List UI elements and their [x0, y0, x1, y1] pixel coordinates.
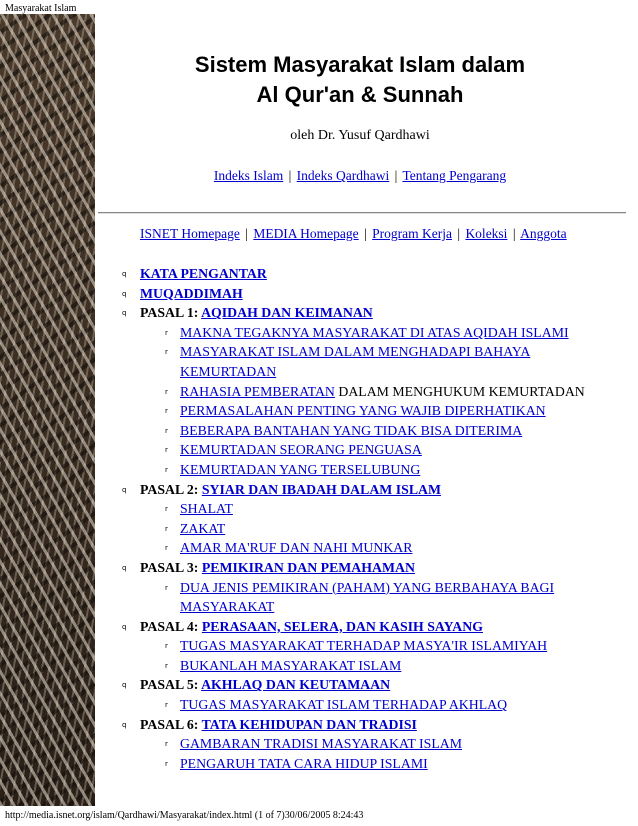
- toc-subitem: [120, 440, 630, 460]
- link-koleksi[interactable]: Koleksi: [465, 226, 508, 241]
- bullet-icon: r: [165, 544, 168, 553]
- link-chapter-5[interactable]: AKHLAQ DAN KEUTAMAAN: [201, 677, 391, 693]
- link-subitem[interactable]: AMAR MA'RUF DAN NAHI MUNKAR: [180, 540, 413, 556]
- bullet-icon: q: [122, 720, 127, 729]
- bullet-icon: r: [165, 407, 168, 416]
- bullet-icon: q: [122, 622, 127, 631]
- bullet-icon: r: [165, 465, 168, 474]
- toc-subitem: [120, 382, 630, 402]
- link-subitem[interactable]: ZAKAT: [180, 520, 226, 536]
- separator: |: [364, 226, 367, 241]
- bullet-icon: r: [165, 740, 168, 749]
- table-of-contents: [120, 264, 630, 773]
- decorative-sidebar-texture: [0, 14, 95, 806]
- link-subitem[interactable]: PERMASALAHAN PENTING YANG WAJIB DIPERHATIKAN: [180, 403, 546, 419]
- toc-subitem: [120, 656, 630, 676]
- link-subitem[interactable]: TUGAS MASYARAKAT ISLAM TERHADAP AKHLAQ: [180, 697, 508, 713]
- toc-subitem: [120, 323, 630, 343]
- site-nav: [140, 226, 620, 242]
- link-subitem[interactable]: BEBERAPA BANTAHAN YANG TIDAK BISA DITERIMA: [180, 422, 523, 438]
- link-subitem[interactable]: TUGAS MASYARAKAT TERHADAP MASYA'IR ISLAMIYAH: [180, 638, 548, 654]
- chapter-prefix: PASAL 3:: [140, 559, 202, 575]
- toc-chapter: [120, 303, 630, 323]
- link-subitem[interactable]: PENGARUH TATA CARA HIDUP ISLAMI: [180, 755, 428, 771]
- link-subitem[interactable]: KEMURTADAN: [180, 363, 277, 379]
- page-title-line1: Sistem Masyarakat Islam dalam: [194, 52, 526, 77]
- window-title: Masyarakat Islam: [5, 3, 77, 14]
- bullet-icon: q: [122, 270, 127, 278]
- link-media-homepage[interactable]: MEDIA Homepage: [253, 226, 359, 241]
- link-chapter-4[interactable]: PERASAAN, SELERA, DAN KASIH SAYANG: [201, 618, 483, 634]
- toc-chapter: [120, 675, 630, 695]
- author-line: oleh Dr. Yusuf Qardhawi: [290, 128, 430, 143]
- toc-subitem: [120, 421, 630, 441]
- bullet-icon: r: [165, 642, 168, 651]
- chapter-prefix: PASAL 1:: [140, 305, 202, 321]
- toc-subitem: [120, 754, 630, 774]
- link-chapter-2[interactable]: SYIAR DAN IBADAH DALAM ISLAM: [201, 481, 442, 497]
- bullet-icon: r: [165, 701, 168, 710]
- chapter-prefix: PASAL 6:: [140, 716, 202, 732]
- footer-url: http://media.isnet.org/islam/Qardhawi/Masyarakat/index.html (1 of 7)30/06/2005 8:24:43: [5, 810, 364, 821]
- bullet-icon: r: [165, 348, 168, 357]
- toc-subitem: [120, 636, 630, 656]
- horizontal-divider: [98, 212, 626, 214]
- link-kata-pengantar[interactable]: KATA PENGANTAR: [140, 266, 267, 281]
- top-links: [150, 168, 570, 184]
- link-program-kerja[interactable]: Program Kerja: [372, 226, 452, 241]
- bullet-icon: r: [165, 505, 168, 514]
- page-title: [150, 50, 570, 110]
- bullet-icon: r: [165, 387, 168, 396]
- toc-chapter: [120, 558, 630, 578]
- toc-chapter: [120, 617, 630, 637]
- bullet-icon: q: [122, 563, 127, 572]
- link-anggota[interactable]: Anggota: [520, 226, 567, 241]
- link-indeks-qardhawi[interactable]: Indeks Qardhawi: [296, 168, 390, 183]
- bullet-icon: r: [165, 328, 168, 337]
- chapter-prefix: PASAL 5:: [140, 677, 202, 693]
- bullet-icon: q: [122, 289, 127, 298]
- chapter-prefix: PASAL 2:: [140, 481, 202, 497]
- page-title-line2: Al Qur'an & Sunnah: [256, 82, 464, 107]
- separator: |: [288, 168, 292, 183]
- toc-subitem: [120, 578, 630, 598]
- toc-subitem: [120, 401, 630, 421]
- bullet-icon: r: [165, 583, 168, 592]
- link-subitem[interactable]: DUA JENIS PEMIKIRAN (PAHAM) YANG BERBAHAYA BAGI: [180, 579, 555, 595]
- separator: |: [245, 226, 248, 241]
- bullet-icon: q: [122, 681, 127, 690]
- toc-chapter: [120, 715, 630, 735]
- toc-chapter: [120, 480, 630, 500]
- bullet-icon: r: [165, 759, 168, 768]
- link-chapter-3[interactable]: PEMIKIRAN DAN PEMAHAMAN: [201, 559, 415, 575]
- separator: |: [512, 226, 516, 241]
- toc-subitem: [120, 499, 630, 519]
- toc-subitem-continuation: [120, 597, 630, 617]
- link-indeks-islam[interactable]: Indeks Islam: [213, 168, 284, 183]
- link-tentang-pengarang[interactable]: Tentang Pengarang: [402, 168, 507, 183]
- toc-item: [120, 284, 630, 304]
- toc-subitem-continuation: [120, 362, 630, 382]
- bullet-icon: q: [122, 485, 127, 494]
- link-muqaddimah[interactable]: MUQADDIMAH: [140, 285, 243, 301]
- link-subitem[interactable]: BUKANLAH MASYARAKAT ISLAM: [180, 657, 402, 673]
- link-subitem[interactable]: MASYARAKAT: [180, 599, 275, 615]
- toc-subitem: [120, 460, 630, 480]
- link-subitem[interactable]: MAKNA TEGAKNYA MASYARAKAT DI ATAS AQIDAH ISLAMI: [180, 324, 569, 340]
- link-chapter-1[interactable]: AQIDAH DAN KEIMANAN: [201, 305, 373, 321]
- link-subitem[interactable]: KEMURTADAN SEORANG PENGUASA: [180, 442, 422, 458]
- bullet-icon: r: [165, 446, 168, 455]
- link-chapter-6[interactable]: TATA KEHIDUPAN DAN TRADISI: [201, 716, 417, 732]
- link-subitem[interactable]: KEMURTADAN YANG TERSELUBUNG: [180, 461, 421, 477]
- separator: |: [394, 168, 398, 183]
- toc-subitem: [120, 538, 630, 558]
- toc-subitem: [120, 695, 630, 715]
- link-subitem[interactable]: SHALAT: [180, 501, 233, 517]
- subitem-text: DALAM MENGHUKUM KEMURTADAN: [334, 383, 585, 399]
- link-isnet-homepage[interactable]: ISNET Homepage: [140, 226, 240, 241]
- bullet-icon: r: [165, 661, 168, 670]
- toc-item: [120, 264, 630, 284]
- bullet-icon: r: [165, 524, 168, 533]
- toc-subitem: [120, 519, 630, 539]
- link-subitem[interactable]: RAHASIA PEMBERATAN: [180, 383, 335, 399]
- toc-subitem: [120, 734, 630, 754]
- bullet-icon: q: [122, 309, 127, 318]
- link-subitem[interactable]: MASYARAKAT ISLAM DALAM MENGHADAPI BAHAYA: [180, 344, 531, 360]
- bullet-icon: r: [165, 426, 168, 435]
- chapter-prefix: PASAL 4:: [140, 618, 202, 634]
- toc-subitem: [120, 342, 630, 362]
- link-subitem[interactable]: GAMBARAN TRADISI MASYARAKAT ISLAM: [180, 736, 462, 752]
- separator: |: [457, 226, 461, 241]
